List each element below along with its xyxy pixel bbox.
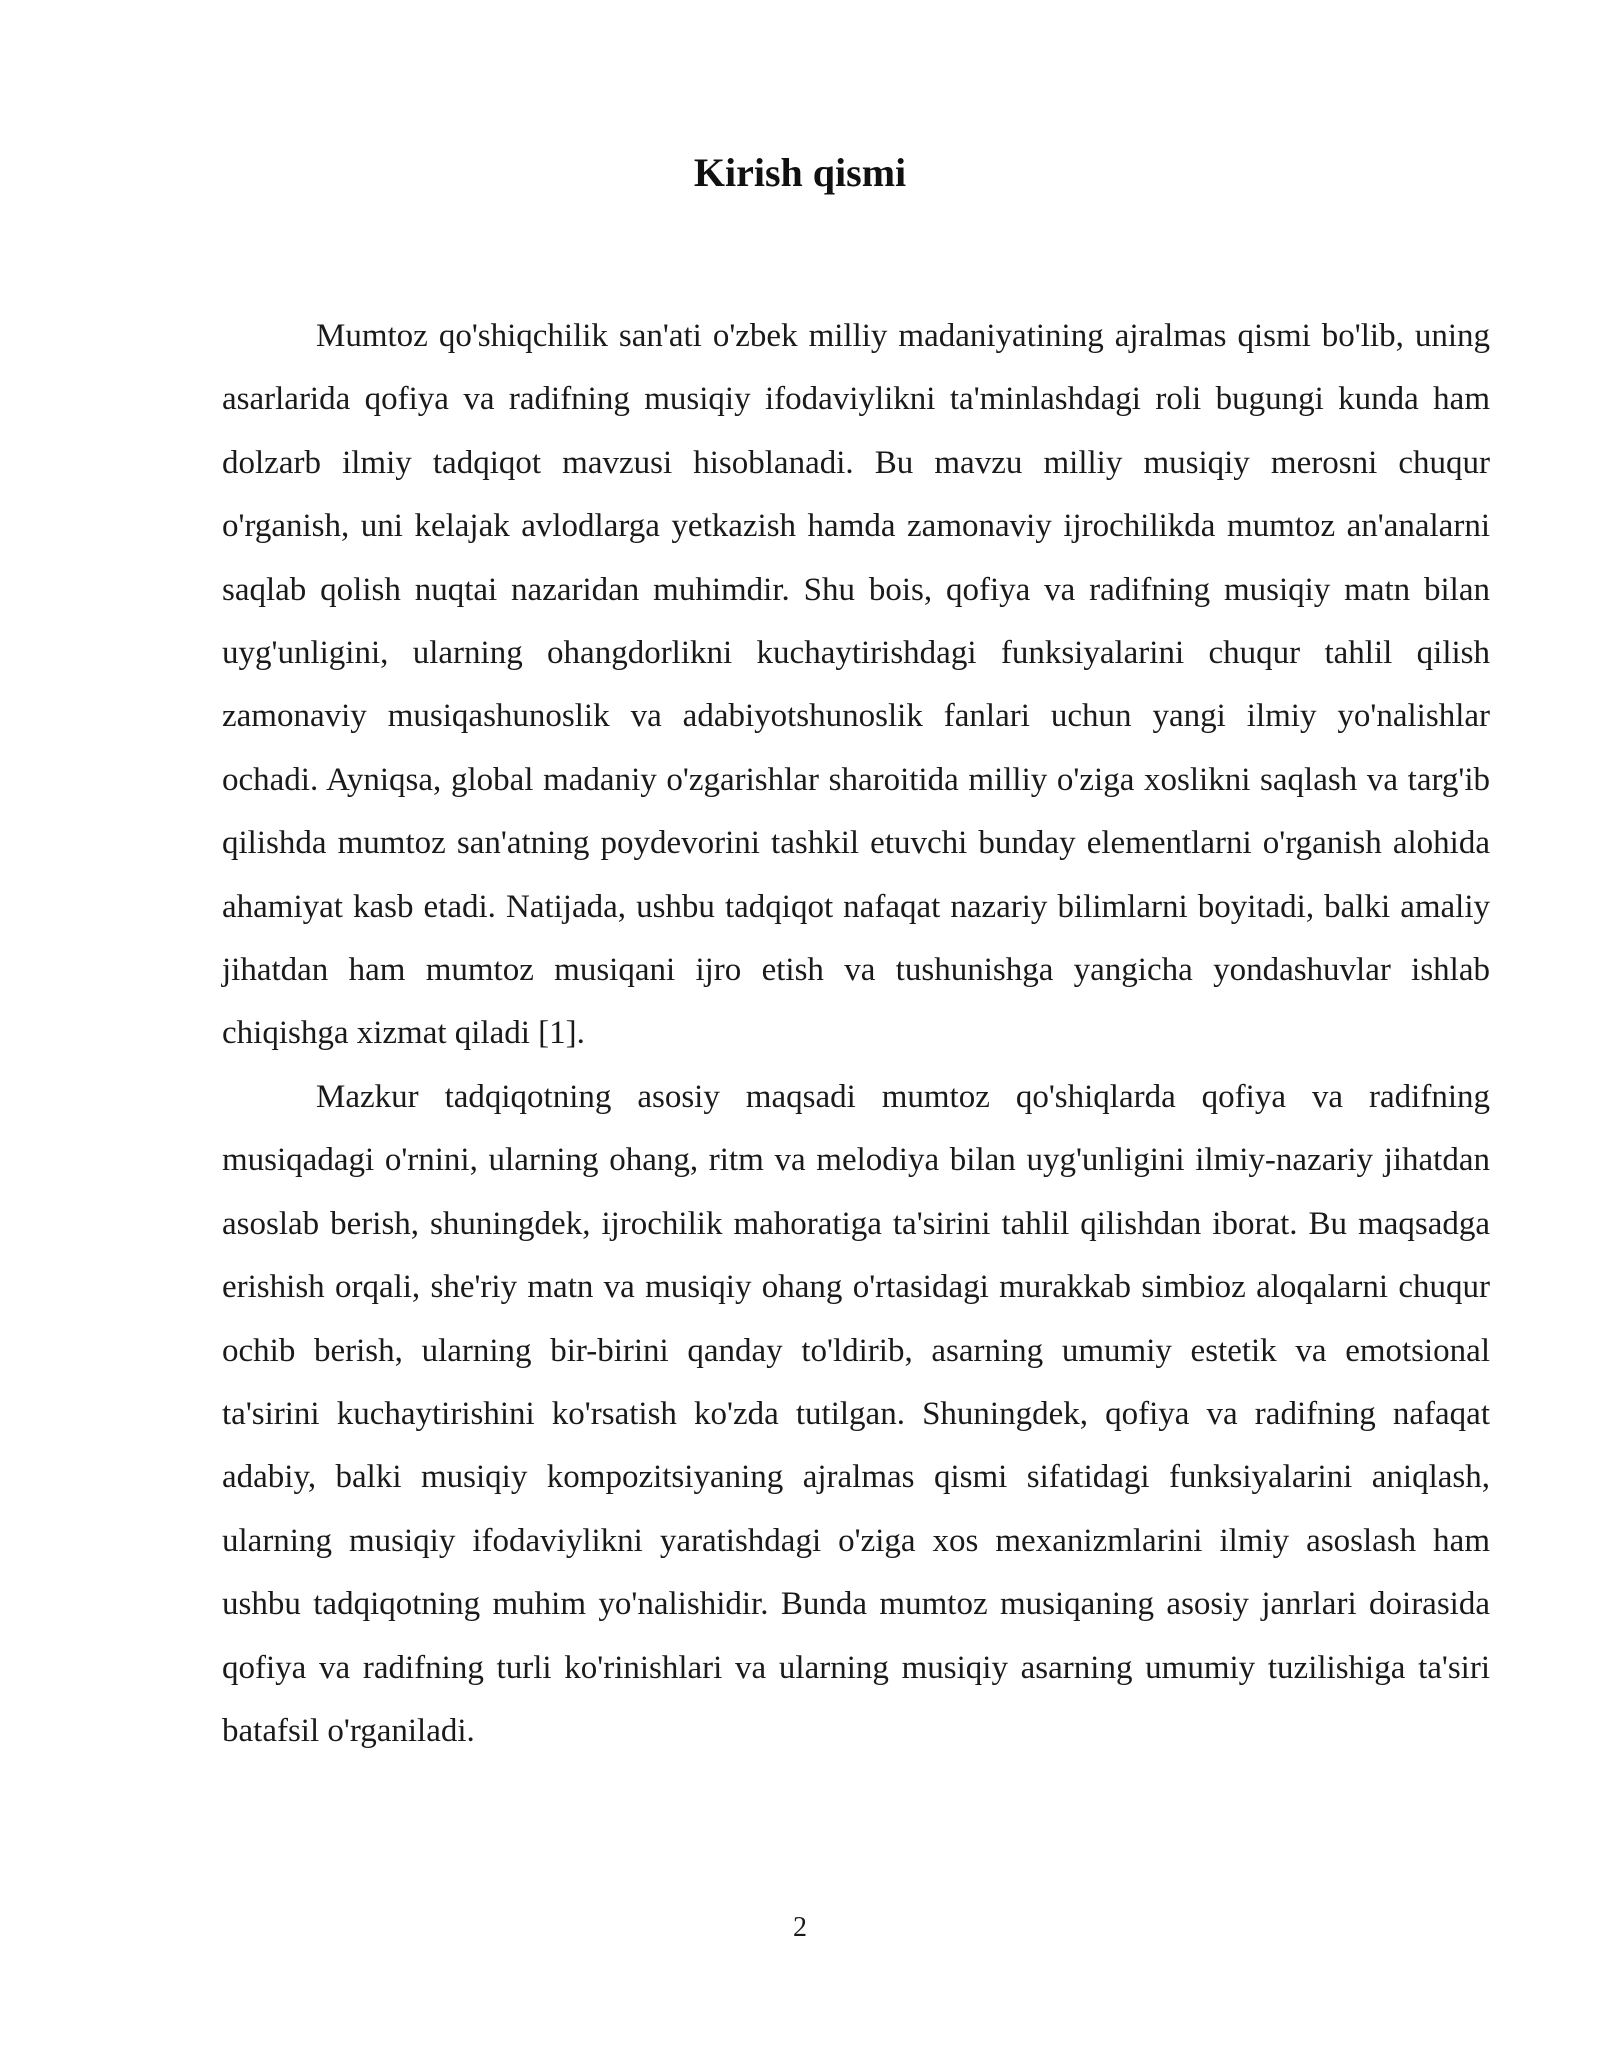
page-number: 2 (793, 1912, 807, 1943)
section-title: Kirish qismi (693, 150, 907, 195)
paragraph-2: Mazkur tadqiqotning asosiy maqsadi mumtoz qo'shiqlarda qofiya va radifning musiqadagi o'rnini, ularning ohang, ritm va melodiya bilan uyg'unligini ilmiy-nazariy jihatdan asoslab berish, shuningdek, ijrochilik mahoratiga ta'sirini tahlil qilishdan iborat. Bu maqsadga erishish orqali, she'riy matn va musiqiy ohang o'rtasidagi murakkab simbioz aloqalarni chuqur ochib berish, ularning bir-birini qanday to'ldirib, asarning umumiy estetik va emotsional ta'sirini kuchaytirishini ko'rsatish ko'zda tutilgan. Shuningdek, qofiya va radifning nafaqat adabiy, balki musiqiy kompozitsiyaning ajralmas qismi sifatidagi funksiyalarini aniqlash, ularning musiqiy ifodaviylikni yaratishdagi o'ziga xos mexanizmlarini ilmiy asoslash ham ushbu tadqiqotning muhim yo'nalishidir. Bunda mumtoz musiqaning asosiy janrlari doirasida qofiya va radifning turli ko'rinishlari va ularning musiqiy asarning umumiy tuzilishiga ta'siri batafsil o'rganiladi. (222, 1078, 1490, 1749)
paragraph-1: Mumtoz qo'shiqchilik san'ati o'zbek milliy madaniyatining ajralmas qismi bo'lib, uning asarlarida qofiya va radifning musiqiy ifodaviylikni ta'minlashdagi roli bugungi kunda ham dolzarb ilmiy tadqiqot mavzusi hisoblanadi. Bu mavzu milliy musiqiy merosni chuqur o'rganish, uni kelajak avlodlarga yetkazish hamda zamonaviy ijrochilikda mumtoz an'analarni saqlab qolish nuqtai nazaridan muhimdir. Shu bois, qofiya va radifning musiqiy matn bilan uyg'unligini, ularning ohangdorlikni kuchaytirishdagi funksiyalarini chuqur tahlil qilish zamonaviy musiqashunoslik va adabiyotshunoslik fanlari uchun yangi ilmiy yo'nalishlar ochadi. Ayniqsa, global madaniy o'zgarishlar sharoitida milliy o'ziga xoslikni saqlash va targ'ib qilishda mumtoz san'atning poydevorini tashkil etuvchi bunday elementlarni o'rganish alohida ahamiyat kasb etadi. Natijada, ushbu tadqiqot nafaqat nazariy bilimlarni boyitadi, balki amaliy jihatdan ham mumtoz musiqani ijro etish va tushunishga yangicha yondashuvlar ishlab chiqishga xizmat qiladi [1]. (222, 318, 1490, 1052)
body-text (222, 305, 1490, 1763)
